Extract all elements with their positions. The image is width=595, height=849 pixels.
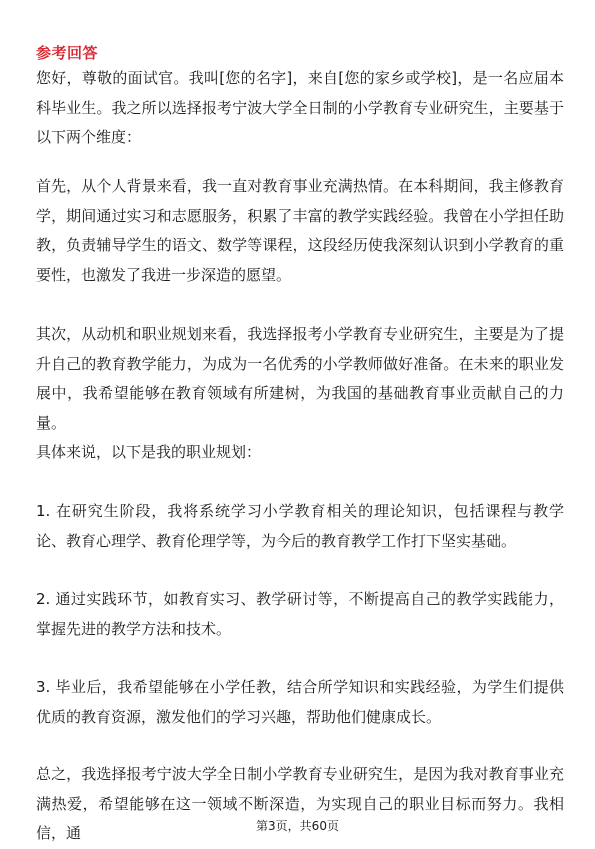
paragraph-plan-item-3: 3. 毕业后，我希望能够在小学任教，结合所学知识和实践经验，为学生们提供优质的教育资源，激发他们的学习兴趣，帮助他们健康成长。: [36, 678, 564, 726]
section-heading: 参考回答: [36, 44, 99, 62]
paragraph-intro: 您好，尊敬的面试官。我叫[您的名字]，来自[您的家乡或学校]，是一名应届本科毕业生。我之所以选择报考宁波大学全日制的小学教育专业研究生，主要基于以下两个维度：: [36, 69, 564, 146]
page-number: 第3页，共60页: [256, 819, 339, 833]
paragraph-conclusion: 总之，我选择报考宁波大学全日制小学教育专业研究生，是因为我对教育事业充满热爱，希望能够在这一领域不断深造，为实现自己的职业目标而努力。我相信，通: [36, 765, 564, 842]
paragraph-plan-intro: 具体来说，以下是我的职业规划：: [36, 443, 262, 461]
paragraph-plan-item-1: 1. 在研究生阶段，我将系统学习小学教育相关的理论知识，包括课程与教学论、教育心理学、教育伦理学等，为今后的教育教学工作打下坚实基础。: [36, 502, 564, 550]
paragraph-motivation: 其次，从动机和职业规划来看，我选择报考小学教育专业研究生，主要是为了提升自己的教育教学能力，为成为一名优秀的小学教师做好准备。在未来的职业发展中，我希望能够在教育领域有所建树，为我国的基础教育事业贡献自己的力量。: [36, 325, 564, 432]
paragraph-background: 首先，从个人背景来看，我一直对教育事业充满热情。在本科期间，我主修教育学，期间通过实习和志愿服务，积累了丰富的教学实践经验。我曾在小学担任助教，负责辅导学生的语文、数学等课程，这段经历使我深刻认识到小学教育的重要性，也激发了我进一步深造的愿望。: [36, 177, 564, 284]
paragraph-plan-item-2: 2. 通过实践环节，如教育实习、教学研讨等，不断提高自己的教学实践能力，掌握先进的教学方法和技术。: [36, 590, 564, 638]
